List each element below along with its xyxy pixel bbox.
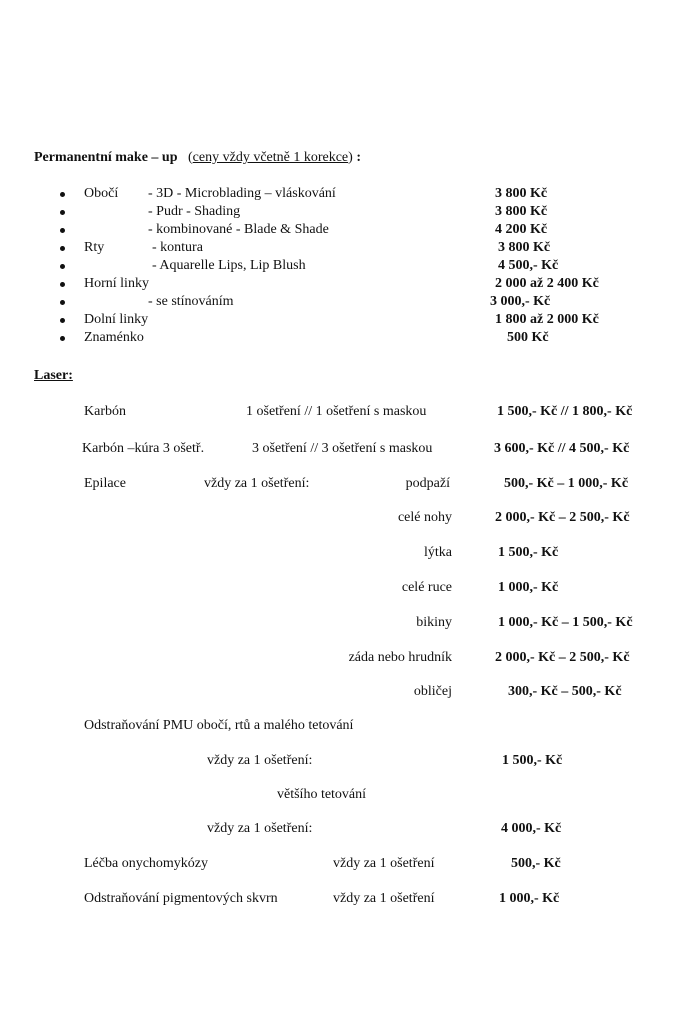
bullet-icon (60, 336, 65, 341)
bullet-icon (60, 228, 65, 233)
item-price: 3 800 Kč (495, 186, 548, 201)
row-per: vždy za 1 ošetření (333, 891, 435, 906)
item-label: Obočí (84, 186, 119, 201)
item-label: Horní linky (84, 276, 149, 291)
item-price: 4 500,- Kč (498, 258, 559, 273)
item-desc: - Pudr - Shading (148, 204, 241, 219)
pmu-heading: Permanentní make – up (34, 150, 178, 165)
item-desc: - 3D - Microblading – vláskování (148, 186, 336, 201)
item-label: Rty (84, 240, 105, 255)
bullet-icon (60, 192, 65, 197)
row-desc: 3 ošetření // 3 ošetření s maskou (252, 441, 433, 456)
row-per: vždy za 1 ošetření: (207, 821, 313, 836)
row-per: vždy za 1 ošetření: (204, 476, 310, 491)
epilace-price: 1 500,- Kč (498, 545, 559, 560)
pmu-note-suffix: : (356, 150, 361, 165)
bullet-icon (60, 282, 65, 287)
item-desc: - kombinované - Blade & Shade (148, 222, 329, 237)
epilace-area: obličej (413, 684, 452, 699)
epilace-area: podpaží (405, 476, 450, 491)
epilace-area: celé nohy (397, 510, 452, 525)
bullet-icon (60, 210, 65, 215)
row-price: 1 500,- Kč // 1 800,- Kč (497, 404, 633, 419)
row-label: Epilace (84, 476, 126, 491)
row-desc: 1 ošetření // 1 ošetření s maskou (246, 404, 427, 419)
row-price: 1 500,- Kč (502, 753, 563, 768)
epilace-price: 2 000,- Kč – 2 500,- Kč (495, 510, 630, 525)
epilace-price: 2 000,- Kč – 2 500,- Kč (495, 650, 630, 665)
pmu-header-line: Permanentní make – up (ceny vždy včetně 1 korekce) : (34, 150, 361, 165)
epilace-price: 300,- Kč – 500,- Kč (508, 684, 622, 699)
row-label: Odstraňování pigmentových skvrn (84, 891, 278, 906)
epilace-area: záda nebo hrudník (348, 650, 452, 665)
epilace-price: 1 000,- Kč (498, 580, 559, 595)
row-label: Karbón (84, 404, 126, 419)
pmu-note: ceny vždy včetně 1 korekce (192, 150, 349, 165)
bullet-icon (60, 318, 65, 323)
row-per: vždy za 1 ošetření: (207, 753, 313, 768)
row-price: 3 600,- Kč // 4 500,- Kč (494, 441, 630, 456)
bullet-icon (60, 300, 65, 305)
item-desc: - se stínováním (148, 294, 234, 309)
bullet-icon (60, 246, 65, 251)
row-price: 4 000,- Kč (501, 821, 562, 836)
epilace-area: lýtka (424, 545, 452, 560)
row-label: Karbón –kúra 3 ošetř. (82, 441, 205, 456)
item-desc: - kontura (152, 240, 203, 255)
item-label: Znaménko (84, 330, 144, 345)
row-price: 500,- Kč (511, 856, 561, 871)
row-sublabel: většího tetování (277, 787, 367, 802)
item-price: 1 800 až 2 000 Kč (495, 312, 599, 327)
item-price: 2 000 až 2 400 Kč (495, 276, 599, 291)
item-desc: - Aquarelle Lips, Lip Blush (152, 258, 306, 273)
item-price: 3 800 Kč (498, 240, 551, 255)
row-label: Léčba onychomykózy (84, 856, 209, 871)
item-price: 3 800 Kč (495, 204, 548, 219)
item-price: 3 000,- Kč (490, 294, 551, 309)
epilace-price: 500,- Kč – 1 000,- Kč (504, 476, 629, 491)
row-label: Odstraňování PMU obočí, rtů a malého tetování (84, 718, 354, 733)
epilace-area: celé ruce (401, 580, 452, 595)
item-price: 500 Kč (507, 330, 549, 345)
row-price: 1 000,- Kč (499, 891, 560, 906)
epilace-price: 1 000,- Kč – 1 500,- Kč (498, 615, 633, 630)
laser-heading: Laser: (34, 368, 73, 383)
bullet-icon (60, 264, 65, 269)
epilace-area: bikiny (416, 615, 452, 630)
item-price: 4 200 Kč (495, 222, 548, 237)
row-per: vždy za 1 ošetření (333, 856, 435, 871)
item-label: Dolní linky (84, 312, 149, 327)
